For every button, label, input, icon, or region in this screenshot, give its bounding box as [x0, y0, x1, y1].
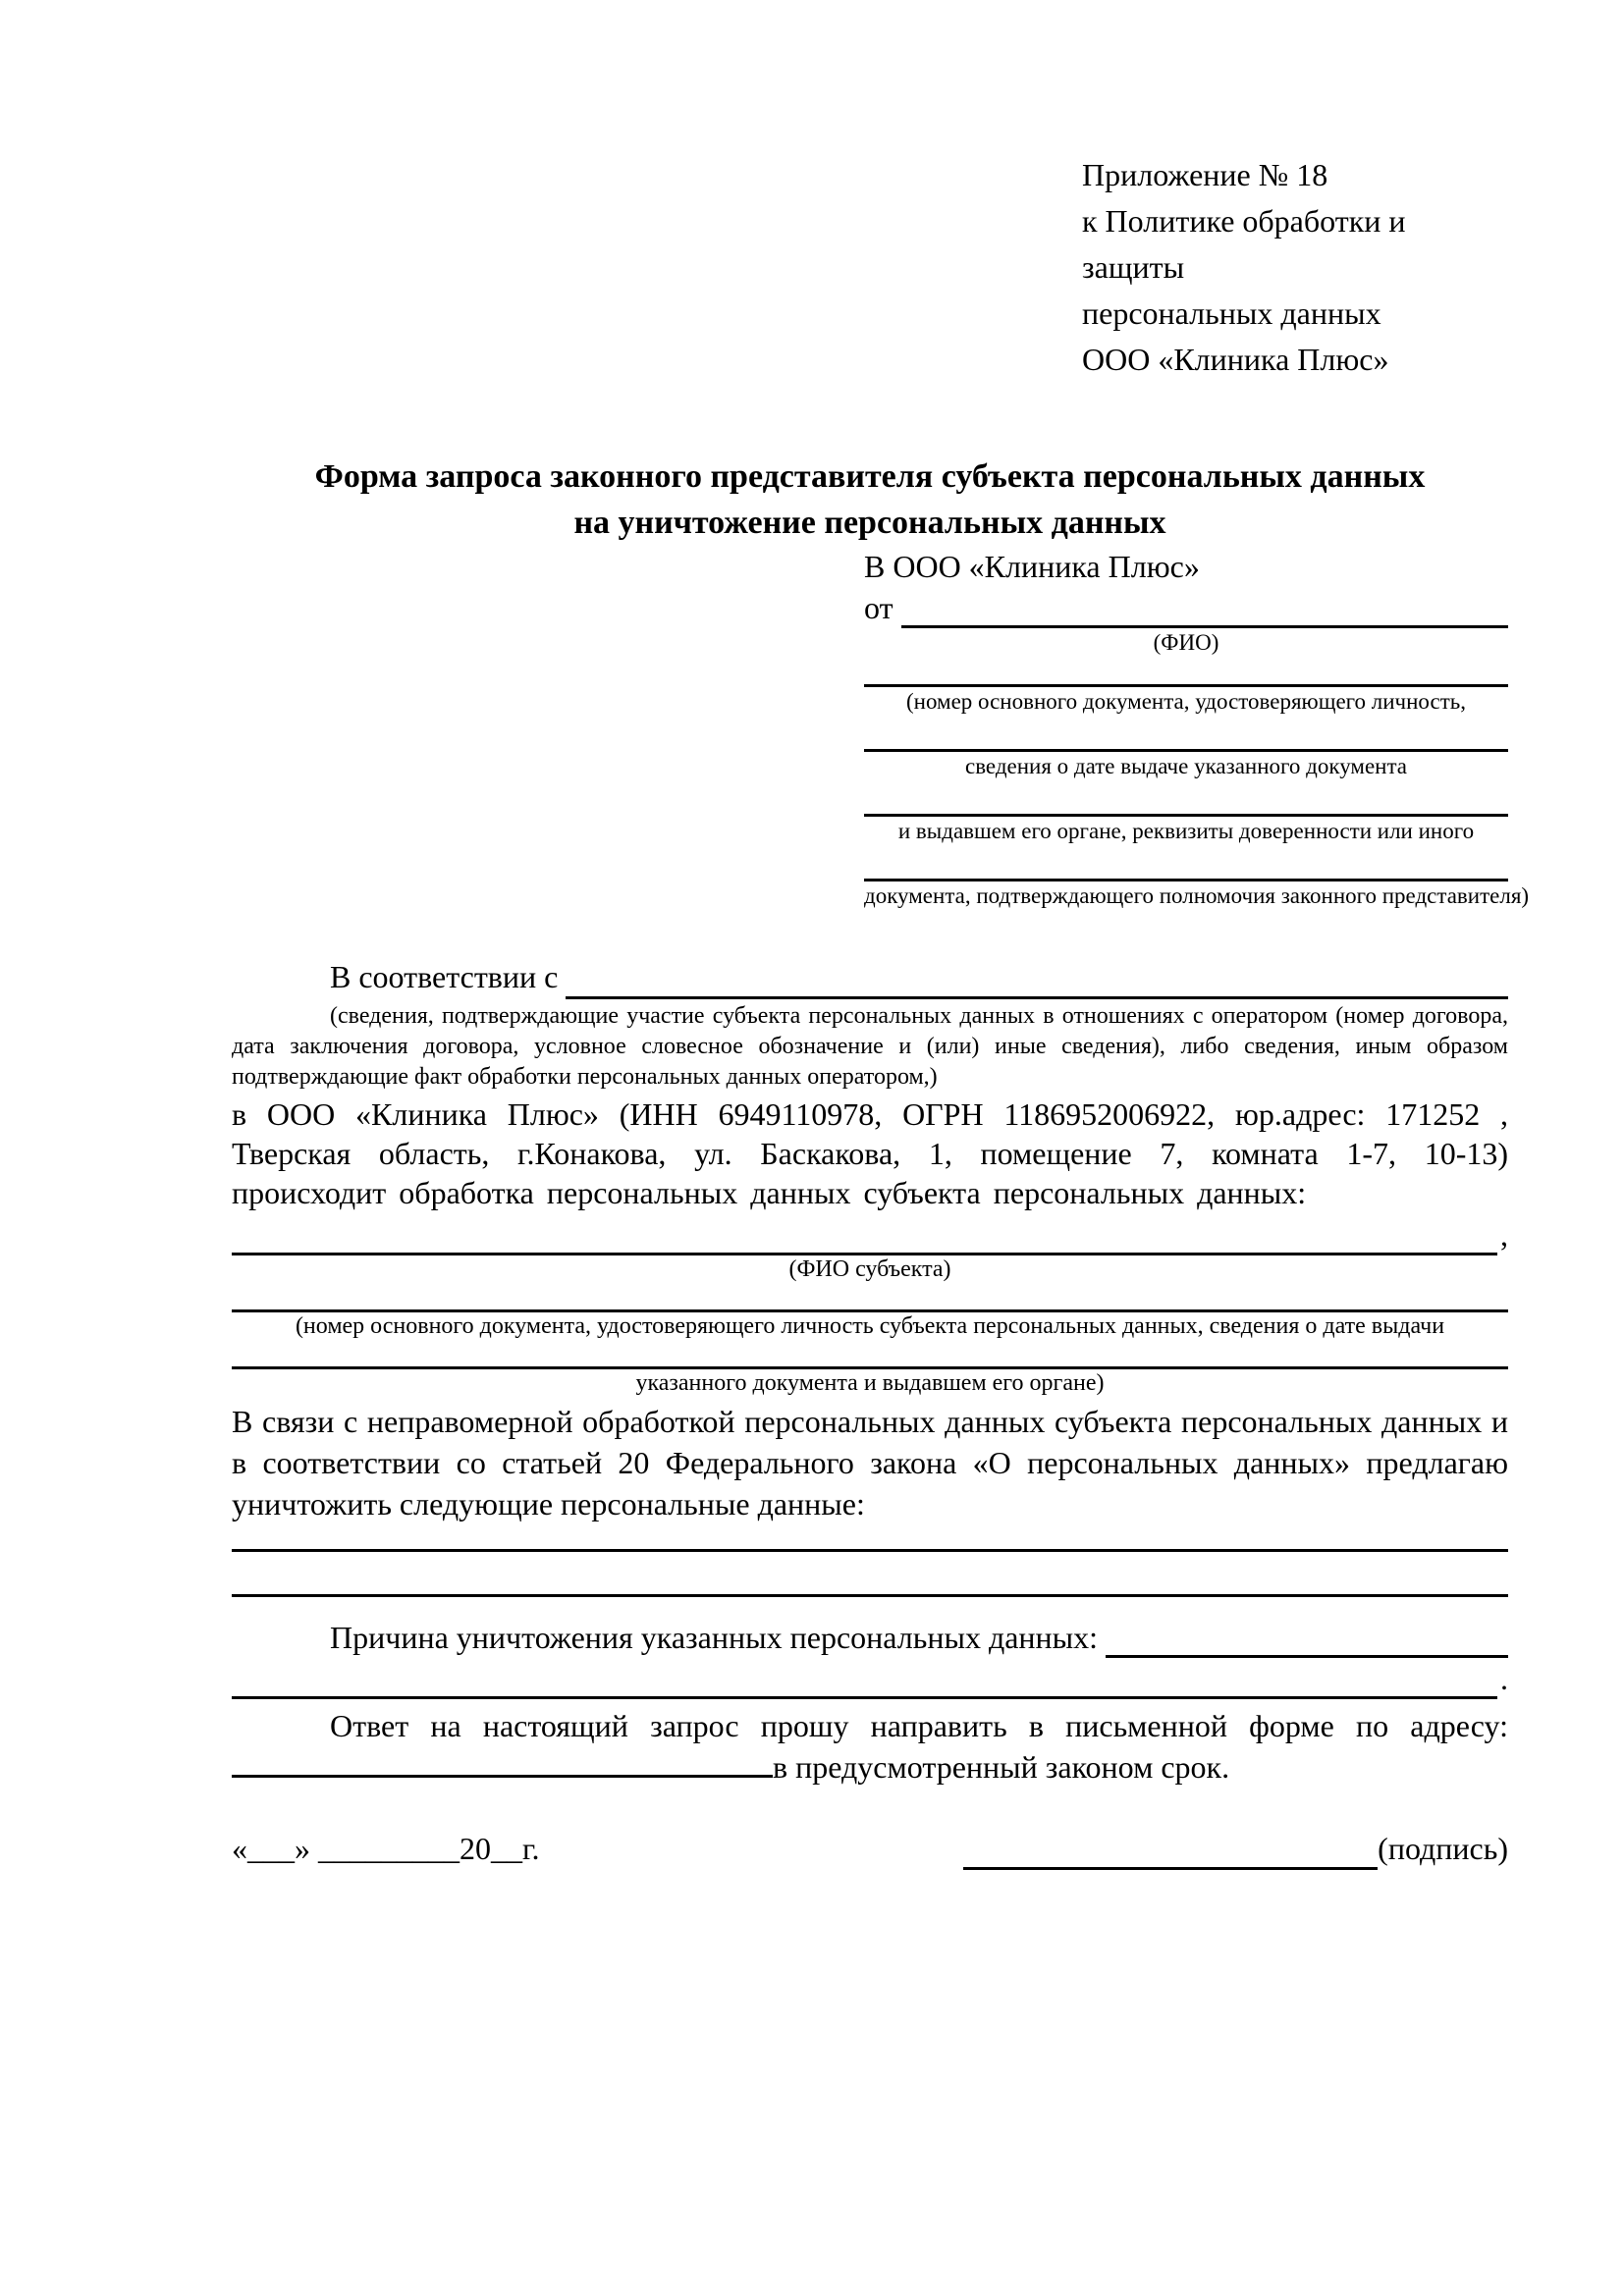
- issuing-authority-caption: и выдавшем его органе, реквизиты доверенности или иного: [897, 819, 1475, 843]
- accordance-row: [232, 954, 1508, 999]
- demand-paragraph: В связи с неправомерной обработкой персональных данных субъекта персональных данных и в соответствии со статьей 20 Федерального закона «О персональных данных» предлагаю уничтожить следующие персональные данные:: [232, 1404, 1508, 1522]
- signature-area: [963, 1827, 1508, 1870]
- addressee-block: [864, 546, 1530, 911]
- signature-caption: (подпись): [1378, 1831, 1508, 1866]
- reason-period: .: [1500, 1661, 1508, 1696]
- reason-row: [232, 1617, 1508, 1658]
- reason-field-line: [1106, 1623, 1508, 1658]
- reason-label: Причина уничтожения указанных персональных данных:: [330, 1620, 1099, 1655]
- addressee-org: В ООО «Клиника Плюс»: [864, 549, 1200, 584]
- issue-date-caption: сведения о дате выдаче указанного документа: [964, 754, 1408, 778]
- representative-fio-field-line: [901, 593, 1508, 628]
- subject-doc-field-line-2: [232, 1340, 1508, 1369]
- subject-doc-caption-2: указанного документа и выдавшем его органе): [635, 1370, 1105, 1396]
- response-term-text: в предусмотренный законом срок.: [773, 1749, 1230, 1785]
- doc-number-caption: (номер основного документа, удостоверяющего личность,: [905, 689, 1466, 714]
- document-title-line1: Форма запроса законного представителя субъекта персональных данных: [314, 458, 1426, 495]
- authority-document-field-line: [864, 846, 1508, 881]
- document-title-line2: на уничтожение персональных данных: [573, 505, 1166, 541]
- data-to-destroy-field-line-1: [232, 1524, 1508, 1552]
- signature-field-line: [963, 1837, 1378, 1870]
- response-paragraph: Ответ на настоящий запрос прошу направить в письменной форме по адресу:: [330, 1708, 1508, 1743]
- signature-footer: [232, 1827, 1508, 1870]
- fio-caption: (ФИО): [1153, 630, 1219, 655]
- issuing-authority-field-line: [864, 781, 1508, 817]
- date-line: «___» _________20__г.: [232, 1831, 540, 1866]
- subject-fio-caption: (ФИО субъекта): [788, 1256, 951, 1282]
- appendix-org-name: ООО «Клиника Плюс»: [1082, 342, 1389, 377]
- accordance-field-line: [566, 964, 1508, 999]
- subject-fio-comma: ,: [1500, 1217, 1508, 1253]
- appendix-header: [1082, 152, 1508, 383]
- appendix-policy-line2: персональных данных: [1082, 295, 1381, 331]
- reason-field-line-2: [232, 1674, 1497, 1699]
- subject-doc-field-line: [232, 1283, 1508, 1312]
- operator-paragraph: в ООО «Клиника Плюс» (ИНН 6949110978, ОГРН 1186952006922, юр.адрес: 171252 , Тверская область, г.Конакова, ул. Баскакова, 1, помещение 7, комната 1-7, 10-13) происходит обработка персональных данных субъекта персональных данных:: [232, 1096, 1508, 1210]
- document-title: [232, 454, 1508, 546]
- subject-fio-field-line: [232, 1226, 1497, 1255]
- from-row: [864, 587, 1508, 628]
- accordance-label: В соответствии с: [330, 959, 559, 994]
- appendix-number: Приложение № 18: [1082, 157, 1328, 192]
- accordance-note: (сведения, подтверждающие участие субъекта персональных данных в отношениях с оператором (номер договора, дата заключения договора, условное словесное обозначение и (или) иные сведения), либо сведения, иным образом подтверждающие факт обработки персональных данных оператором,): [232, 1003, 1508, 1090]
- issue-date-field-line: [864, 717, 1508, 752]
- reason-continuation-row: [232, 1658, 1508, 1699]
- representative-doc-number-field-line: [864, 658, 1508, 687]
- subject-doc-caption: (номер основного документа, удостоверяющего личность субъекта персональных данных, сведения о дате выдачи: [295, 1313, 1445, 1339]
- subject-fio-row: [232, 1214, 1508, 1255]
- authority-document-caption: документа, подтверждающего полномочия законного представителя): [864, 883, 1530, 908]
- response-address-field-line: [232, 1748, 773, 1778]
- data-to-destroy-field-line-2: [232, 1552, 1508, 1597]
- appendix-policy-line: к Политике обработки и защиты: [1082, 203, 1406, 285]
- from-label: от: [864, 590, 893, 625]
- response-term-row: [232, 1746, 1508, 1788]
